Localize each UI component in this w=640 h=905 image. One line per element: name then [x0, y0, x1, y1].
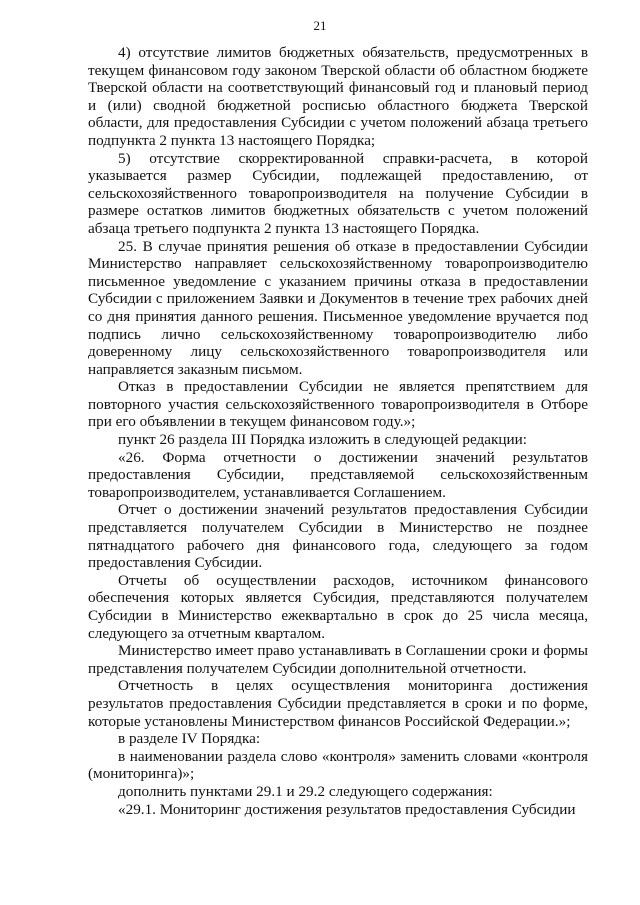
paragraph-amend-26: пункт 26 раздела III Порядка изложить в следующей редакции: [118, 431, 527, 449]
page-number: 21 [313, 18, 327, 33]
paragraph-item-4: 4) отсутствие лимитов бюджетных обязательств, предусмотренных в текущем финансовом году законом Тверской области об областном бюджете Тверской области на соответствующий финансовый год и плановый период и (или) сводной бюджетной росписью областного бюджета Тверской области, для предоставления Субсидии с учетом положений абзаца третьего подпункта 2 пункта 13 настоящего Порядка; [88, 44, 588, 149]
paragraph-add-clauses: дополнить пунктами 29.1 и 29.2 следующего содержания: [118, 782, 493, 800]
paragraph-clause-26: «26. Форма отчетности о достижении значений результатов предоставления Субсидии, представляемой сельскохозяйственным товаропроизводителем, устанавливается Соглашением. [88, 448, 588, 501]
document-body [88, 44, 588, 818]
paragraph-clause-29-1: «29.1. Мониторинг достижения результатов предоставления Субсидии [118, 800, 576, 818]
paragraph-section-iv: в разделе IV Порядка: [118, 730, 261, 748]
paragraph-refusal-note: Отказ в предоставлении Субсидии не является препятствием для повторного участия сельскохозяйственного товаропроизводителя в Отборе при его объявлении в текущем финансовом году.»; [88, 378, 588, 431]
paragraph-report-results: Отчет о достижении значений результатов предоставления Субсидии представляется получателем Субсидии в Министерство не позднее пятнадцатого рабочего дня финансового года, следующего за годом предоставления Субсидии. [88, 501, 588, 572]
paragraph-ministry-right: Министерство имеет право устанавливать в Соглашении сроки и формы представления получателем Субсидии дополнительной отчетности. [88, 642, 588, 677]
paragraph-clause-25: 25. В случае принятия решения об отказе в предоставлении Субсидии Министерство направляет сельскохозяйственному товаропроизводителю письменное уведомление с указанием причины отказа в предоставлении Субсидии с приложением Заявки и Документов в течение трех рабочих дней со дня принятия данного решения. Письменное уведомление вручается под подпись лично сельскохозяйственному товаропроизводителю либо доверенному лицу сельскохозяйственного товаропроизводителя или направляется заказным письмом. [88, 237, 588, 378]
paragraph-item-5: 5) отсутствие скорректированной справки-расчета, в которой указывается размер Субсидии, подлежащей предоставлению, от сельскохозяйственного товаропроизводителя на получение Субсидии в размере остатков лимитов бюджетных обязательств с учетом положений абзаца третьего подпункта 2 пункта 13 настоящего Порядка. [88, 149, 588, 237]
paragraph-monitoring-reporting: Отчетность в целях осуществления мониторинга достижения результатов предоставления Субсидии представляется в сроки и по форме, которые установлены Министерством финансов Российской Федерации.»; [88, 677, 588, 730]
paragraph-section-title-change: в наименовании раздела слово «контроля» заменить словами «контроля (мониторинга)»; [88, 747, 588, 783]
paragraph-report-expenses: Отчеты об осуществлении расходов, источником финансового обеспечения которых является Субсидия, представляются получателем Субсидии в Министерство ежеквартально в срок до 25 числа месяца, следующего за отчетным кварталом. [88, 571, 588, 642]
